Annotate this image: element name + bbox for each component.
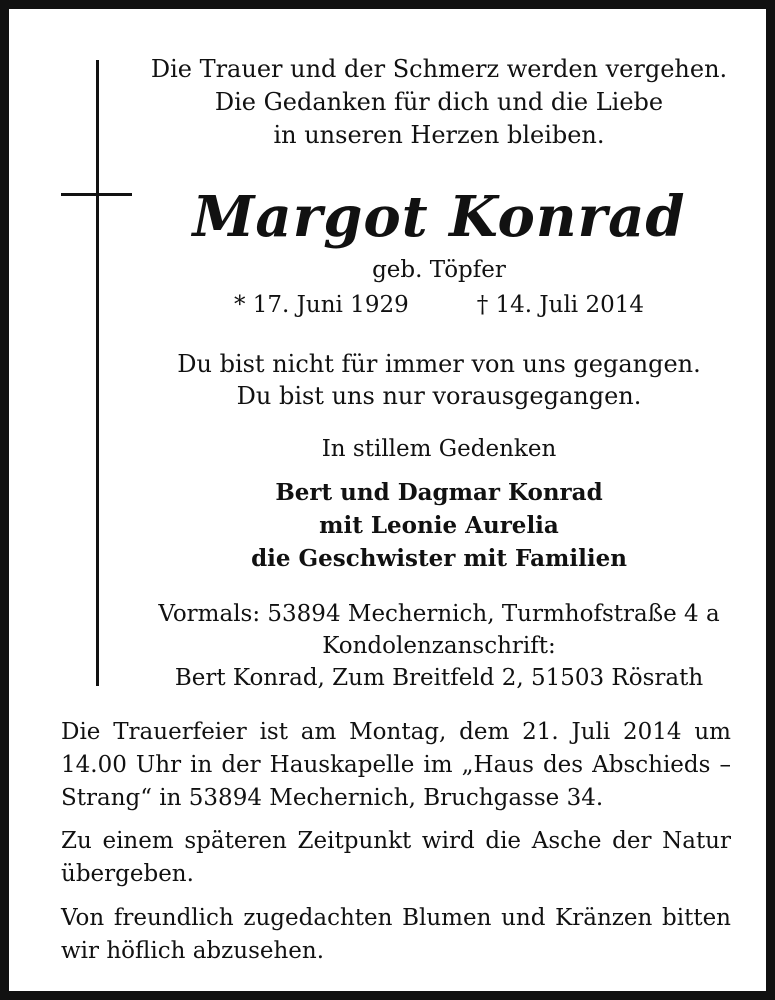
verse-line: Du bist nicht für immer von uns gegangen. [177, 350, 701, 378]
former-address: Vormals: 53894 Mechernich, Turmhofstraße 4 a [158, 601, 720, 627]
cross-icon-vertical [96, 60, 99, 686]
mourners-list [129, 476, 749, 575]
birth-date: * 17. Juni 1929 [233, 292, 409, 318]
closing-verse [129, 348, 749, 412]
condolence-label: Kondolenzanschrift: [322, 633, 556, 659]
address-block [129, 598, 749, 694]
birth-name: geb. Töpfer [372, 257, 506, 283]
mourner: Bert und Dagmar Konrad [275, 479, 603, 506]
funeral-info: Die Trauerfeier ist am Montag, dem 21. Juli 2014 um 14.00 Uhr in der Hauskapelle im „Haus des Abschieds – Strang“ in 53894 Mechernich, Bruchgasse 34. [61, 719, 731, 811]
verse-line: Die Gedanken für dich und die Liebe [214, 88, 664, 116]
verse-line: Du bist uns nur vorausgegangen. [236, 382, 642, 410]
ashes-info: Zu einem späteren Zeitpunkt wird die Asche der Natur übergeben. [61, 828, 731, 887]
flowers-request: Von freundlich zugedachten Blumen und Kränzen bitten wir höflich abzusehen. [61, 905, 731, 964]
verse-line: in unseren Herzen bleiben. [273, 121, 605, 149]
life-dates [129, 290, 749, 320]
mourner: mit Leonie Aurelia [319, 512, 559, 539]
cross-icon-horizontal [61, 193, 132, 196]
mourner: die Geschwister mit Familien [251, 545, 627, 572]
opening-verse [129, 53, 749, 152]
deceased-name: Margot Konrad [192, 184, 686, 250]
condolence-address: Bert Konrad, Zum Breitfeld 2, 51503 Rösrath [174, 665, 704, 691]
verse-line: Die Trauer und der Schmerz werden vergehen. [150, 55, 728, 83]
death-date: † 14. Juli 2014 [476, 292, 645, 318]
memory-line: In stillem Gedenken [321, 436, 557, 462]
